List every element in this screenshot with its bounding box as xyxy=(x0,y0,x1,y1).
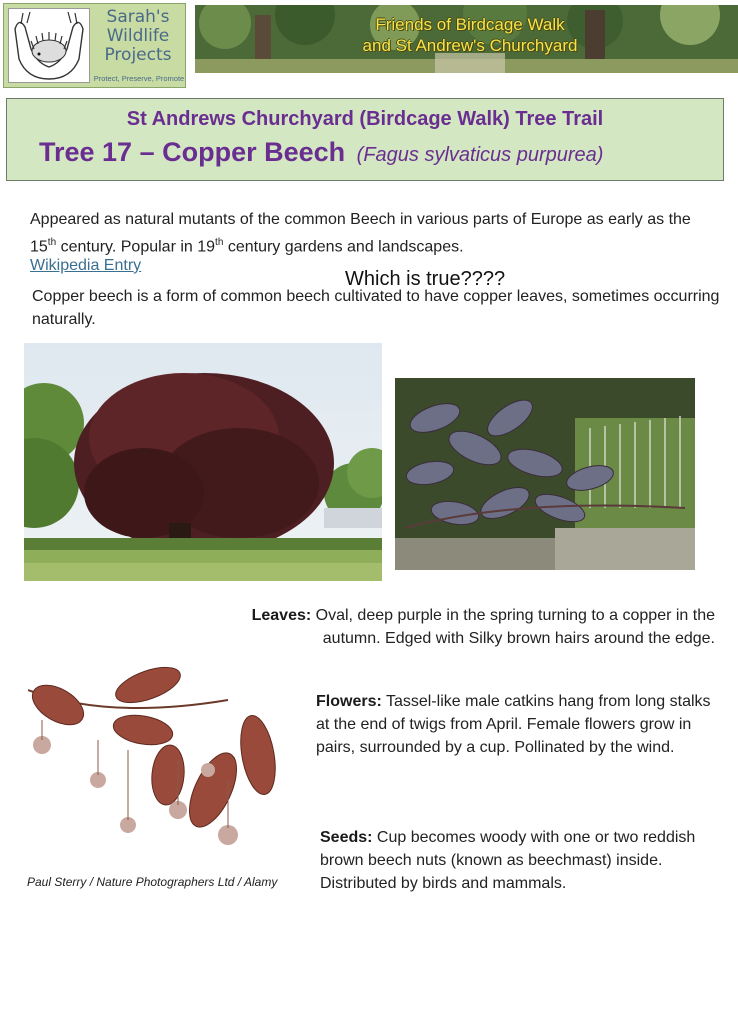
banner-title: Friends of Birdcage Walk and St Andrew's Churchyard xyxy=(362,15,578,55)
copper-beech-leaves-photo xyxy=(395,378,695,570)
leaves-description: Leaves: Oval, deep purple in the spring turning to a copper in the autumn. Edged with Silky brown hairs around the edge. xyxy=(251,607,715,647)
title-box xyxy=(6,98,724,181)
alt-description: Copper beech is a form of common beech cultivated to have copper leaves, sometimes occurring naturally. xyxy=(32,288,720,328)
tree-title xyxy=(39,137,603,168)
wikipedia-link[interactable]: Wikipedia Entry xyxy=(30,257,142,274)
hands-hedgehog-icon xyxy=(8,8,90,83)
photo-credit: Paul Sterry / Nature Photographers Ltd / Alamy xyxy=(27,875,278,889)
tree-name: Tree 17 – Copper Beech xyxy=(39,137,346,167)
seeds-description: Seeds: Cup becomes woody with one or two reddish brown beech nuts (known as beechmast) inside. Distributed by birds and mammals. xyxy=(320,829,696,892)
tree-latin-name: (Fagus sylvaticus purpurea) xyxy=(356,144,604,166)
question-text: Which is true???? xyxy=(345,268,506,290)
flowers-description: Flowers: Tassel-like male catkins hang from long stalks at the end of twigs from April. Female flowers grow in pairs, surrounded by a cup. Pollinated by the wind. xyxy=(316,693,711,756)
copper-beech-tree-photo xyxy=(24,343,382,581)
trail-title: St Andrews Churchyard (Birdcage Walk) Tree Trail xyxy=(126,108,604,130)
beech-catkins-photo xyxy=(28,660,286,865)
logo xyxy=(3,3,186,88)
intro-paragraph: Appeared as natural mutants of the common Beech in various parts of Europe as early as the 15th century. Popular in 19th century gardens and landscapes. xyxy=(30,211,691,256)
logo-tagline: Protect, Preserve, Promote xyxy=(93,74,185,83)
logo-name: Sarah's Wildlife Projects xyxy=(104,7,172,65)
banner xyxy=(195,5,738,73)
